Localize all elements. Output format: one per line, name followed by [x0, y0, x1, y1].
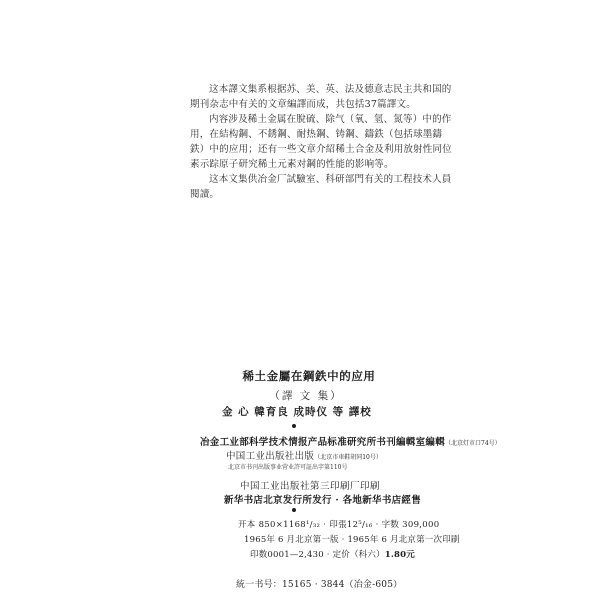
publisher-address: （北京市車鞋胡同10号） — [314, 454, 382, 461]
book-subtitle: （譯 文 集） — [269, 390, 343, 402]
separator-dot — [292, 424, 296, 428]
format-line: 开本 850×1168¹/₃₂ · 印張12⁵/₁₆ · 字数 309,000 — [238, 520, 440, 530]
translators: 金 心 韓育良 成時仪 等 譯校 — [222, 406, 372, 418]
editor-name: 冶金工业部科学技术情报产品标准研究所书刊編輯室編輯 — [200, 437, 446, 448]
catalog-number: 統一书号：15165 · 3844（冶金-605） — [236, 580, 403, 590]
abstract-text — [190, 82, 452, 202]
distributor-line: 新华书店北京发行所发行 · 各地新华书店經售 — [224, 495, 422, 506]
abstract-paragraph: 这本文集供冶金厂試驗室、科研部門有关的工程技术人員閱讀。 — [190, 174, 452, 200]
price: 1.80元 — [384, 550, 415, 560]
separator-dot — [292, 508, 296, 512]
printrun-line — [250, 548, 415, 560]
abstract-paragraph: 这本譯文集系根据苏、美、英、法及德意志民主共和国的期刊杂志中有关的文章編譯而成，共包括37篇譯文。 — [190, 84, 452, 110]
editor-line — [200, 434, 501, 448]
book-title: 稀土金屬在鋼鉄中的应用 — [242, 369, 376, 383]
license-line: 北京市书刊出版事业营业許可証出字第110号 — [228, 464, 348, 471]
edition-line: 1965年 6 月北京第一版 · 1965年 6 月北京第一次印刷 — [244, 535, 460, 545]
publisher-line — [226, 448, 382, 462]
abstract-paragraph: 内容涉及稀土金属在脫硫、除气（氧、氫、氮等）中的作用，在結构鋼、不銹鋼、耐热鋼、铸鋼、鑄鉄（包括球墨鑄鉄）中的应用；还有一些文章介紹稀土合金及利用放射性同位素示踪原子研究稀土元素对鋼的性能的影响等。 — [190, 114, 452, 170]
editor-address: （北京灯市口74号） — [445, 440, 501, 447]
printer-line: 中国工业出版社第三印刷厂印刷 — [240, 481, 381, 492]
publisher-name: 中国工业出版社出版 — [226, 451, 315, 462]
printrun-text: 印数0001—2,430 · 定价（科六） — [250, 550, 385, 560]
